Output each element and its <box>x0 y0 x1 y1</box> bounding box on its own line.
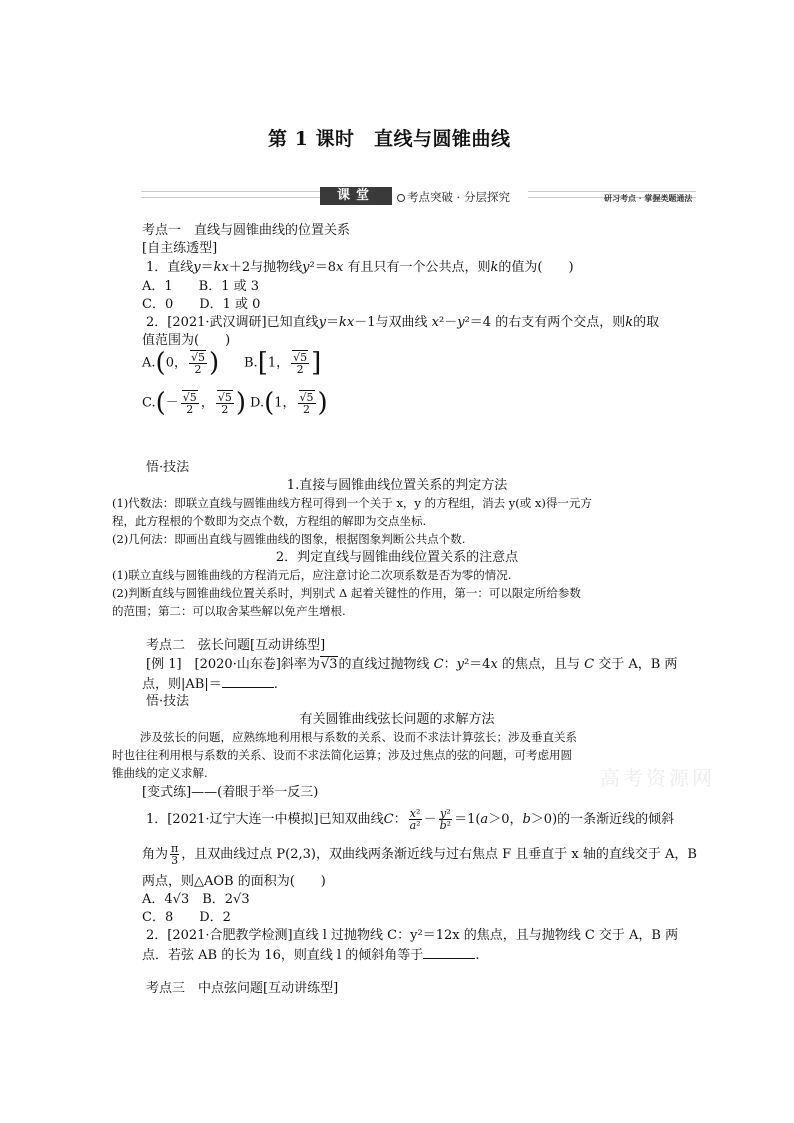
option-c: C.(－ $\frac{√5}{2}$ ， $\frac{√5}{2}$ ) <box>142 388 246 418</box>
page-title: 第 1 课时 直线与圆锥曲线 <box>268 128 511 150</box>
option-d: D.(1， $\frac{√5}{2}$ ) <box>250 388 328 418</box>
banner-label: 课堂 <box>320 187 392 205</box>
method-text-2: (2)几何法：即画出直线与圆锥曲线的图象，根据图象判断公共点个数. <box>112 532 466 546</box>
section-type-1: [自主练透型] <box>142 241 218 256</box>
method-text-6: 时也往往利用根与系数的关系、设而不求法简化运算；涉及过焦点的弦的问题，可考虑用圆 <box>112 748 572 762</box>
method-text-5: 涉及弦长的问题，应熟练地利用根与系数的关系、设而不求法计算弦长；涉及垂直关系 <box>140 730 577 744</box>
method-heading-2: 2．判定直线与圆锥曲线位置关系的注意点 <box>275 550 519 565</box>
example-1: [例 1] [2020·山东卷]斜率为√3的直线过抛物线 C：y²＝4x 的焦点，且与 C 交于 A，B 两 <box>146 657 678 672</box>
question-2-line2: 值范围为( ) <box>142 333 231 348</box>
method-text-1a: (1)代数法：即联立直线与圆锥曲线方程可得到一个关于 x，y 的方程组，消去 y(或 x)得一元方 <box>112 496 592 510</box>
method-label-1: 悟·技法 <box>146 460 190 475</box>
question-1: 1．直线y＝kx＋2与抛物线y²＝8x 有且只有一个公共点，则k的值为( ) <box>146 260 574 275</box>
banner-right-text: 研习考点 · 掌握类题通法 <box>604 193 693 203</box>
method-text-4b: 的范围；第二：可以取舍某些解以免产生增根. <box>112 604 346 618</box>
watermark: 高考资源网 <box>600 766 715 790</box>
banner-subtitle: 考点突破 · 分层探究 <box>397 189 510 205</box>
question-2: 2．[2021·武汉调研]已知直线y＝kx－1与双曲线 x²－y²＝4 的右支有两个交点，则k的取 <box>146 315 660 330</box>
bullet-circle-icon <box>397 194 405 202</box>
section-heading-2: 考点二 弦长问题[互动讲练型] <box>146 638 326 653</box>
variant-question-2: 2．[2021·合肥教学检测]直线 l 过抛物线 C：y²＝12x 的焦点，且与抛物线 C 交于 A，B 两 <box>146 928 679 943</box>
banner-rule-left-top <box>141 191 320 192</box>
method-heading-1: 1.直接与圆锥曲线位置关系的判定方法 <box>286 478 508 493</box>
option-a: A.(0， $\frac{√5}{2}$ ) <box>142 348 220 378</box>
answer-blank-1[interactable] <box>222 675 274 688</box>
variant-question-1-options-cd: C．8 D．2 <box>142 910 231 925</box>
method-heading-3: 有关圆锥曲线弦长问题的求解方法 <box>299 712 495 727</box>
variant-question-2-line2: 点．若弦 AB 的长为 16，则直线 l 的倾斜角等于 . <box>142 948 480 963</box>
section-heading-1: 考点一 直线与圆锥曲线的位置关系 <box>142 223 351 238</box>
variant-question-1-line2: 角为 $\frac{\pi}{3}$ ，且双曲线过点 P(2,3)，双曲线两条渐近线与过右焦点 F 且垂直于 x 轴的直线交于 A，B <box>142 842 697 867</box>
question-1-options-cd: C．0 D．1 或 0 <box>142 297 261 312</box>
answer-blank-2[interactable] <box>423 946 475 959</box>
method-text-3: (1)联立直线与圆锥曲线的方程消元后，应注意讨论二次项系数是否为零的情况. <box>112 568 512 582</box>
question-1-options-ab: A．1 B．1 或 3 <box>142 279 260 294</box>
variant-question-1-line3: 两点，则△AOB 的面积为( ) <box>142 874 326 889</box>
method-text-7: 锥曲线的定义求解. <box>112 766 208 780</box>
method-text-1b: 程，此方程根的个数即为交点个数，方程组的解即为交点坐标. <box>112 514 427 528</box>
section-heading-3: 考点三 中点弦问题[互动讲练型] <box>146 981 339 996</box>
option-b: B.[1， $\frac{√5}{2}$ ] <box>244 348 322 378</box>
variant-label: [变式练]——(着眼于举一反三) <box>142 785 319 800</box>
variant-question-1: 1．[2021·辽宁大连一中模拟]已知双曲线C： $\frac{\text{x²}}{\text{a²}}$ － $\frac{\text{y²}}{\text{b²}}$ ＝1(a＞0，b＞0)的一条渐近线的倾斜 <box>146 807 675 832</box>
method-label-2: 悟·技法 <box>146 694 190 709</box>
banner-rule-left-bottom <box>141 197 320 198</box>
banner-rule-right-top <box>528 191 696 192</box>
variant-question-1-options-ab: A．4√3 B．2√3 <box>142 892 250 907</box>
method-text-4a: (2)判断直线与圆锥曲线位置关系时，判别式 Δ 起着关键性的作用，第一：可以限定所给参数 <box>112 586 581 600</box>
example-1-line2: 点，则|AB|＝ . <box>142 677 278 692</box>
